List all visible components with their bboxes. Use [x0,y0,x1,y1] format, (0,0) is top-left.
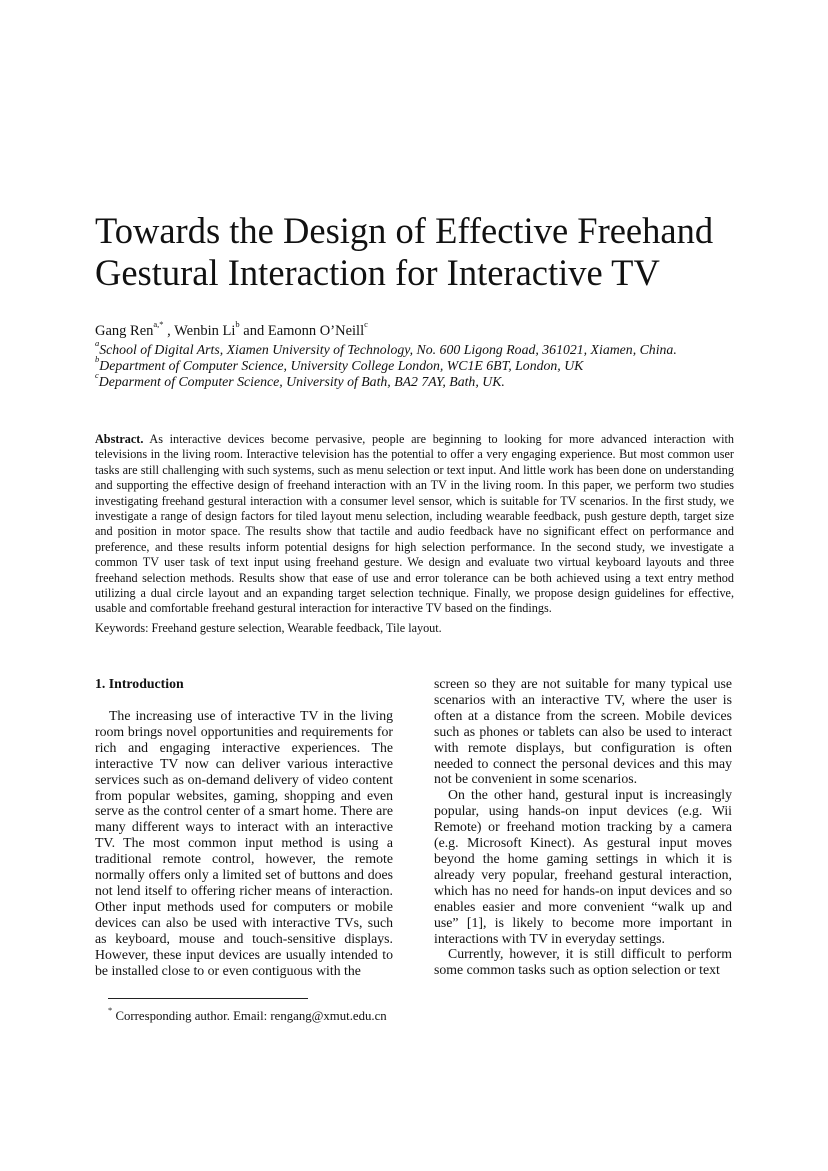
author-superscript: b [235,319,240,330]
paragraph: The increasing use of interactive TV in the living room brings novel opportunities and requirements for rich and engaging interactive experiences. The interactive TV now can deliver various interactive services such as on-demand delivery of video content from popular websites, gaming, shopping and even serve as the control center of a smart home. There are many different ways to interact with an interactive TV. The most common input method is using a traditional remote control, however, the remote normally offers only a limited set of buttons and does not lend itself to offering richer means of interaction. Other input methods used for computers or mobile devices can also be used with interactive TVs, such as keyboard, mouse and touch-sensitive displays. However, these input devices are usually intended to be installed close to or even contiguous with the [95,708,393,978]
author-superscript: a,* [153,319,164,330]
abstract-label: Abstract. [95,432,144,446]
abstract [95,432,734,617]
abstract-text: As interactive devices become pervasive, people are beginning to looking for more advanced interaction with televisions in the living room. Interactive television has the potential to offer a very engaging experience. But most common user tasks are still challenging with such systems, such as menu selection or text input. And little work has been done on understanding and supporting the effective design of freehand interaction with an TV in the living room. In this paper, we perform two studies investigating freehand gestural interaction with a consumer level sensor, which is suitable for TV scenarios. In the first study, we investigate a range of design factors for tiled layout menu selection, including wearable feedback, push gesture depth, target size and position in motor space. The results show that tactile and audio feedback have no significant effect on performance and preference, and these results inform potential designs for high selection performance. In the second study, we investigate a common TV user task of text input using freehand gesture. We design and evaluate two virtual keyboard layouts and three freehand selection methods. Results show that ease of use and error tolerance can be both achieved using a text entry method utilizing a dual circle layout and an expanding target selection technique. Finally, we propose design guidelines for effective, usable and comfortable freehand gestural interaction for interactive TV based on the findings. [95,432,734,616]
author-list [95,319,368,340]
paragraph: Currently, however, it is still difficult to perform some common tasks such as option selection or text [434,946,732,978]
affiliation-superscript: a [95,338,100,349]
author-separator: , Wenbin Li [163,323,236,339]
title-line: Towards the Design of Effective Freehand [95,210,714,251]
section-heading: 1. Introduction [95,676,184,691]
footnote [108,1004,387,1024]
footnote-marker: * [108,1004,113,1015]
paragraph: On the other hand, gestural input is increasingly popular, using hands-on input devices (e.g. Wii Remote) or freehand motion tracking by a camera (e.g. Microsoft Kinect). As gestural input moves beyond the home gaming settings in which it is already very popular, freehand gestural interaction, which has no need for hands-on input devices and so enables easier and more convenient “walk up and use” [1], is likely to become more important in interactions with TV in everyday settings. [434,787,732,946]
affiliation-text: School of Digital Arts, Xiamen University of Technology, No. 600 Ligong Road, 361021, Xiamen, China. [99,342,677,357]
left-column [95,708,393,978]
affiliation-text: Deparment of Computer Science, University of Bath, BA2 7AY, Bath, UK. [98,374,505,389]
footnote-rule [108,998,308,999]
author-superscript: c [364,319,368,330]
right-column [434,676,732,978]
affiliation-text: Department of Computer Science, University College London, WC1E 6BT, London, UK [99,358,584,373]
affiliation-superscript: b [95,354,100,365]
footnote-text: Corresponding author. Email: rengang@xmut.edu.cn [112,1009,387,1023]
affiliation-superscript: c [95,370,99,381]
title-line: Gestural Interaction for Interactive TV [95,252,660,293]
author-separator: and Eamonn O’Neill [239,323,365,339]
author-name: Gang Ren [95,323,154,339]
affiliation [95,370,755,390]
keywords: Keywords: Freehand gesture selection, Wearable feedback, Tile layout. [95,621,442,635]
affiliation [95,338,755,358]
paragraph: screen so they are not suitable for many typical use scenarios with an interactive TV, where the user is often at a distance from the screen. Mobile devices such as phones or tablets can also be used to interact with remote displays, but configuration is often needed to connect the personal devices and this may not be convenient in some scenarios. [434,676,732,787]
paper-title [95,210,755,294]
affiliation [95,354,755,374]
